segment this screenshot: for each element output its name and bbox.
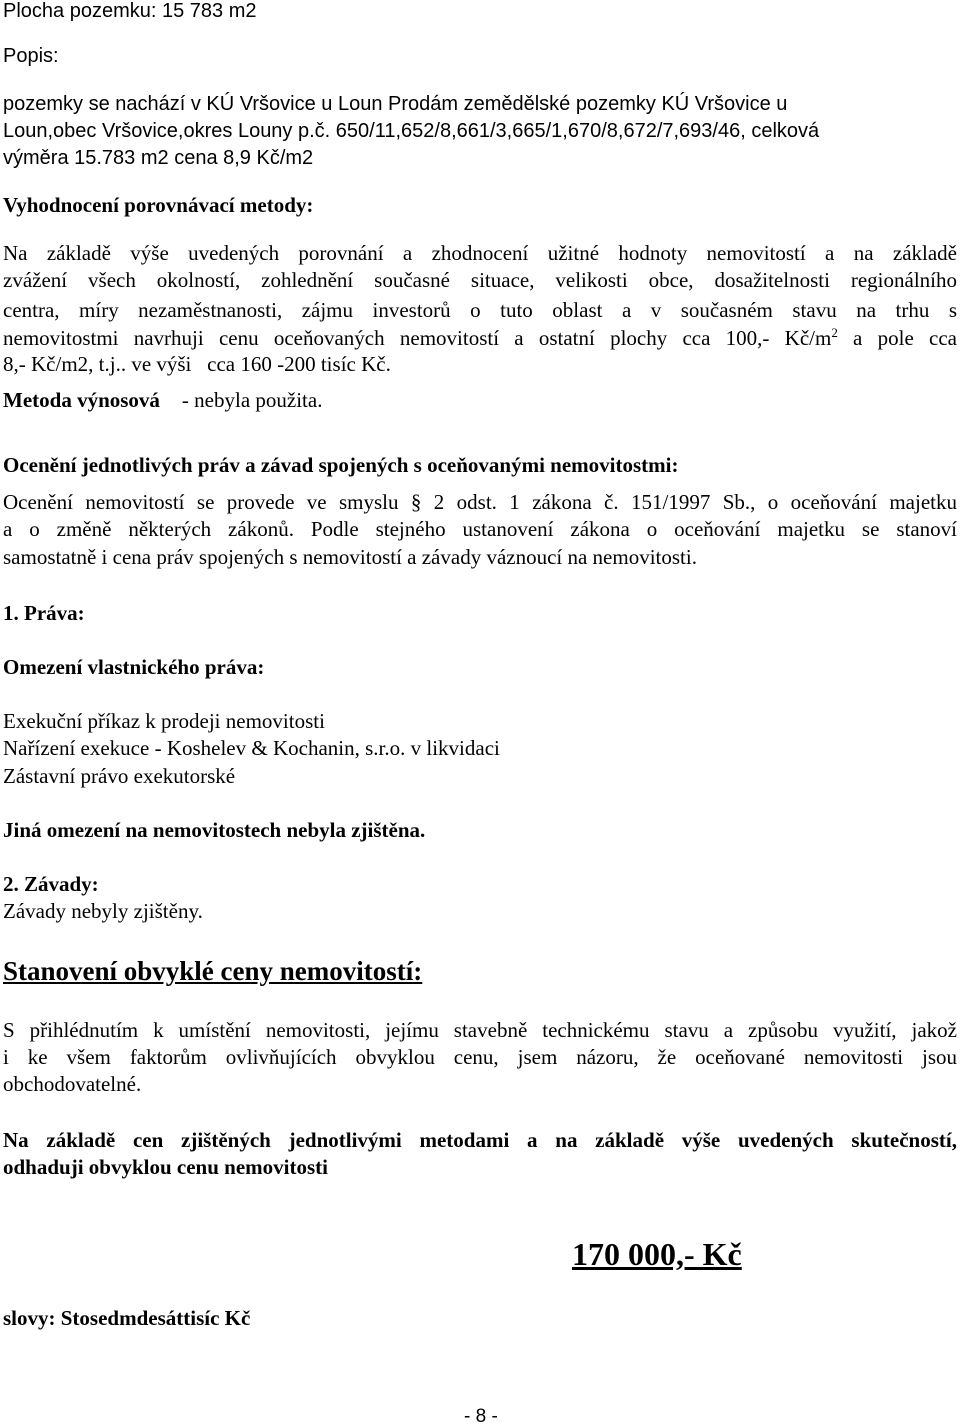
other-restrictions: Jiná omezení na nemovitostech nebyla zjištěna.: [3, 818, 426, 842]
restriction-item: Exekuční příkaz k prodeji nemovitosti: [3, 709, 325, 733]
yield-value: - nebyla použita.: [181, 388, 323, 412]
price-in-words: slovy: Stosedmdesáttisíc Kč: [3, 1306, 251, 1330]
rights-valuation-line: Ocenění nemovitostí se provede ve smyslu § 2 odst. 1 zákona č. 151/1997 Sb., o oceňování majetku: [3, 490, 957, 514]
comparison-line: centra, míry nezaměstnanosti, zájmu investorů o tuto oblast a v současném stavu na trhu s: [3, 298, 957, 322]
rights-heading: 1. Práva:: [3, 601, 85, 625]
comparison-line: Na základě výše uvedených porovnání a zhodnocení užitné hodnoty nemovitostí a na základě: [3, 241, 957, 265]
rights-valuation-line: samostatně i cena práv spojených s nemovitostí a závady váznoucí na nemovitosti.: [3, 545, 697, 569]
plot-area: Plocha pozemku: 15 783 m2: [3, 0, 257, 22]
usual-price-line: obchodovatelné.: [3, 1072, 142, 1096]
superscript: 2: [831, 325, 838, 340]
price-amount: 170 000,- Kč: [572, 1236, 742, 1272]
restriction-item: Nařízení exekuce - Koshelev & Kochanin, s.r.o. v likvidaci: [3, 736, 500, 760]
page-number: - 8 -: [464, 1406, 498, 1427]
defects-text: Závady nebyly zjištěny.: [3, 899, 203, 923]
yield-method: [3, 388, 322, 413]
description-line: Loun,obec Vršovice,okres Louny p.č. 650/11,652/8,661/3,665/1,670/8,672/7,693/46, celková: [3, 120, 820, 142]
description-line: pozemky se nachází v KÚ Vršovice u Loun Prodám zemědělské pozemky KÚ Vršovice u: [3, 93, 788, 115]
usual-price-heading: Stanovení obvyklé ceny nemovitostí:: [3, 956, 423, 986]
comparison-line-text: nemovitostmi navrhuji cenu oceňovaných nemovitostí a ostatní plochy cca 100,- Kč/m: [3, 326, 832, 350]
description-line: výměra 15.783 m2 cena 8,9 Kč/m2: [3, 147, 314, 169]
yield-label: Metoda výnosová: [3, 388, 160, 412]
usual-price-line: S přihlédnutím k umístění nemovitosti, jejímu stavebně technickému stavu a způsobu využití, jakož: [3, 1018, 957, 1042]
comparison-line: [3, 325, 957, 351]
comparison-line-end: a pole cca: [837, 326, 957, 350]
restriction-item: Zástavní právo exekutorské: [3, 764, 236, 788]
comparison-line: 8,- Kč/m2, t.j.. ve výši cca 160 -200 tisíc Kč.: [3, 352, 391, 376]
restriction-heading: Omezení vlastnického práva:: [3, 655, 265, 679]
comparison-line: zvážení všech okolností, zohlednění současné situace, velikosti obce, dosažitelnosti regionálního: [3, 268, 957, 292]
price-basis-line: Na základě cen zjištěných jednotlivými metodami a na základě výše uvedených skutečností,: [3, 1128, 957, 1152]
rights-valuation-heading: Ocenění jednotlivých práv a závad spojených s oceňovanými nemovitostmi:: [3, 453, 679, 477]
description-label: Popis:: [3, 45, 59, 67]
usual-price-line: i ke všem faktorům ovlivňujících obvyklou cenu, jsem názoru, že oceňované nemovitosti jsou: [3, 1045, 957, 1069]
comparison-heading: Vyhodnocení porovnávací metody:: [3, 193, 314, 217]
rights-valuation-line: a o změně některých zákonů. Podle stejného ustanovení zákona o oceňování majetku se stanoví: [3, 517, 957, 541]
defects-heading: 2. Závady:: [3, 872, 99, 896]
price-basis-line: odhaduji obvyklou cenu nemovitosti: [3, 1155, 328, 1179]
